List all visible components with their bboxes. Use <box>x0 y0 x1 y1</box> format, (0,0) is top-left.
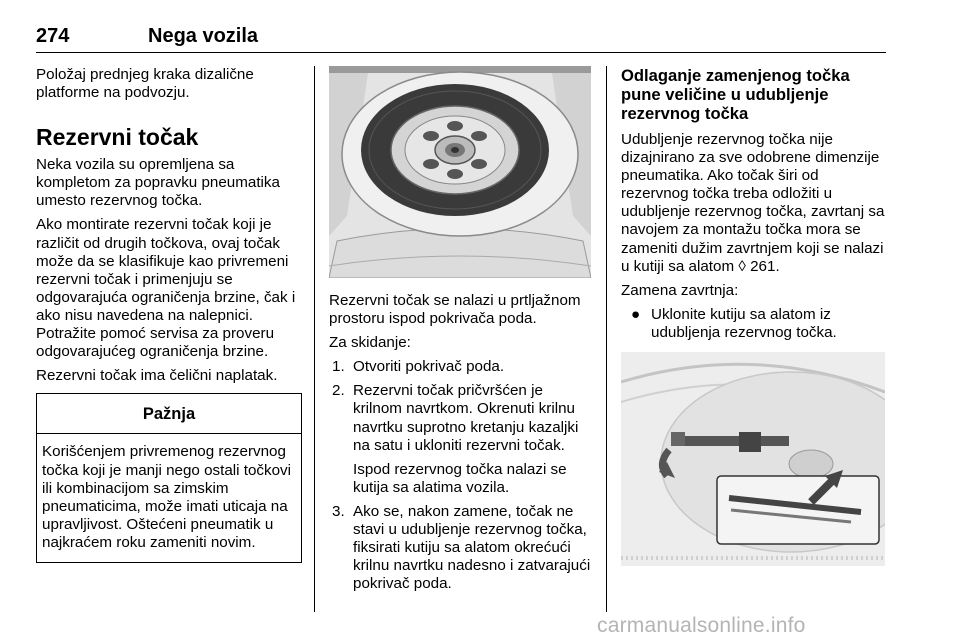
warning-text: Korišćenjem privremenog rezervnog točka koji je manji nego ostali točkovi ili kombinacijom sa zimskim pneumaticima, može imati uticaja na upravljivost. Oštećeni pneumatik u najkraćem roku zameniti novim. <box>42 443 292 551</box>
section-heading-storing-wheel: Odlaganje zamenjenog točka pune veličine u udubljenje rezervnog točka <box>621 66 850 123</box>
column-divider-2 <box>606 66 607 612</box>
chapter-title: Nega vozila <box>148 25 259 47</box>
column-middle <box>329 66 595 599</box>
well-dimensions-text: Udubljenje rezervnog točka nije dizajnirano za sve odobrene dimenzije pneumatika. Ako točak širi od rezervnog točka treba odložiti u udubljenje rezervnog točka, zavrtanj sa navojem za montažu točka mora se zameniti dužim zavrtnjem koji se nalazi u kutiji sa alatom <box>621 131 885 275</box>
watermark: carmanualsonline.info <box>597 614 806 637</box>
step-text: Rezervni točak pričvršćen je krilnom navrtkom. Okrenuti krilnu navrtku suprotno kretanju kazaljki na satu i ukloniti rezervni točak. <box>353 382 579 454</box>
paragraph-steel-rim: Rezervni točak ima čelični naplatak. <box>36 367 278 385</box>
step-subnote: Ispod rezervnog točka nalazi se kutija sa alatima vozila. <box>353 460 567 496</box>
bolt-replacement-lead: Zamena zavrtnja: <box>621 281 739 299</box>
spare-wheel-illustration <box>329 66 591 278</box>
removal-lead: Za skidanje: <box>329 334 411 352</box>
page-number: 274 <box>36 25 70 47</box>
page-reference[interactable]: 261 <box>750 257 776 275</box>
paragraph-temporary-spare: Ako montirate rezervni točak koji je različit od drugih točkova, ovaj točak može da se klasifikuje kao privremeni rezervni točak i primenjuju se odgovarajuća ograničenja brzine, čak i ako nisu navedena na nalepnici. Potražite pomoć servisa za proveru odgovarajućeg ograničenja brzine. <box>36 216 296 361</box>
removal-steps <box>329 358 595 593</box>
section-heading-spare-wheel: Rezervni točak <box>36 124 199 151</box>
step-text: Otvoriti pokrivač poda. <box>353 358 505 376</box>
paragraph-well-dimensions <box>621 131 889 276</box>
sentence-end: . <box>775 257 780 275</box>
toolbox-removal-illustration <box>621 352 885 566</box>
warning-title: Pažnja <box>37 394 301 434</box>
step-item <box>329 382 595 497</box>
column-divider-1 <box>314 66 315 612</box>
bullet-text: Uklonite kutiju sa alatom iz udubljenja rezervnog točka. <box>651 305 837 341</box>
column-right <box>621 66 889 566</box>
warning-box <box>36 393 302 563</box>
paragraph-repair-kit: Neka vozila su opremljena sa kompletom za popravku pneumatika umesto rezervnog točka. <box>36 156 280 210</box>
step-item <box>329 358 595 376</box>
step-item <box>329 503 595 593</box>
page-header <box>36 22 886 53</box>
step-number: 3. <box>332 502 345 520</box>
figure-caption: Rezervni točak se nalazi u prtljažnom prostoru ispod pokrivača poda. <box>329 292 581 328</box>
step-number: 2. <box>332 382 345 400</box>
step-text: Ako se, nakon zamene, točak ne stavi u udubljenje rezervnog točka, fiksirati kutiju sa alatom okrećući krilnu navrtku nadesno i zatvarajući pokrivač poda. <box>353 502 591 593</box>
column-left <box>36 66 302 563</box>
arrow-ref-icon: ◊ <box>738 257 746 275</box>
step-number: 1. <box>332 358 345 376</box>
bullet-item <box>621 306 889 342</box>
intro-text: Položaj prednjeg kraka dizalične platforme na podvozju. <box>36 66 254 102</box>
bullet-dot-icon: ● <box>631 305 641 323</box>
